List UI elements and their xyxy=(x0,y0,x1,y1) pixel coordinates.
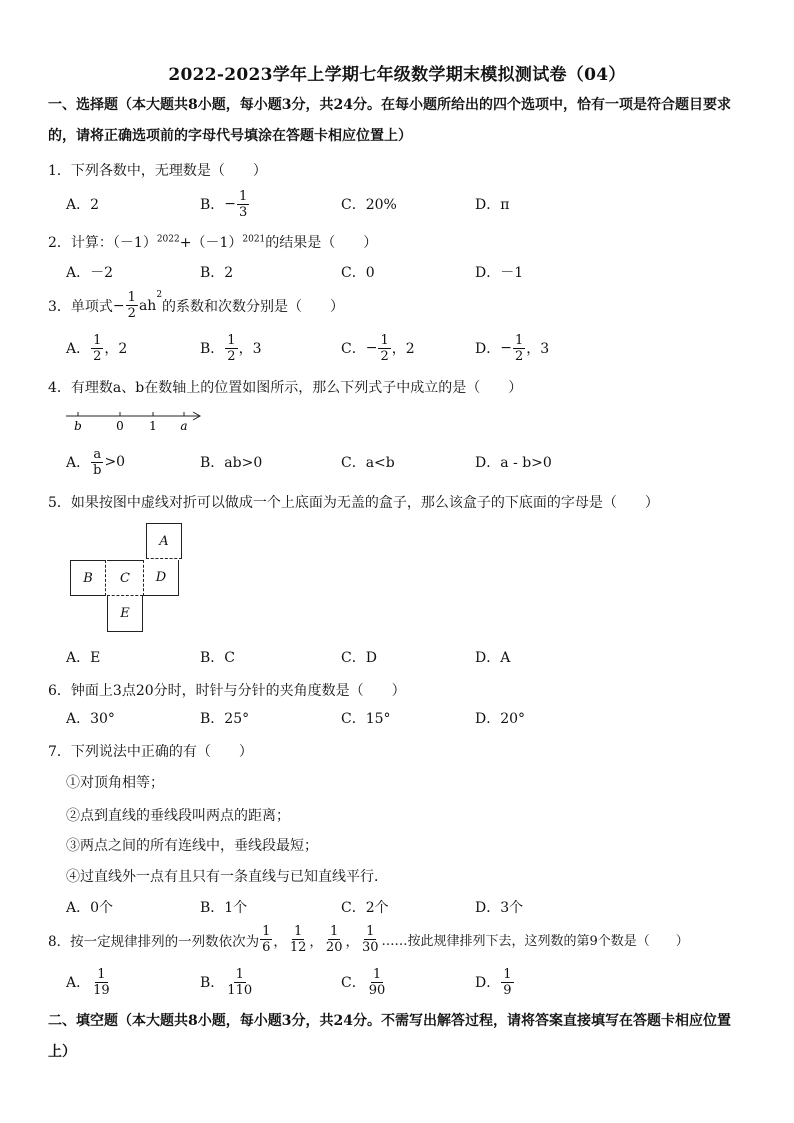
fraction-denominator: 110 xyxy=(227,982,253,998)
q3-sign: − xyxy=(112,297,125,314)
q8-option-a xyxy=(66,964,113,1000)
option-sign: − xyxy=(365,340,378,356)
section-1-heading xyxy=(48,90,748,152)
q2-option-c: C．0 xyxy=(341,265,375,281)
box-net-diagram xyxy=(70,523,185,633)
q2-option-b: B．2 xyxy=(200,265,234,281)
fraction-numerator: a xyxy=(93,446,102,462)
option-rest: ，2 xyxy=(104,341,128,357)
q2-exponent-2: 2021 xyxy=(242,234,266,245)
face-a: A xyxy=(146,523,182,559)
q6-option-c: C．15° xyxy=(341,711,391,727)
fraction-denominator: 20 xyxy=(325,940,343,955)
q7-statement-4: ④过直线外一点有且只有一条直线与已知直线平行． xyxy=(66,869,388,885)
question-1-options xyxy=(66,186,626,222)
q4-option-d: D．a - b>0 xyxy=(475,455,552,471)
option-fraction xyxy=(91,447,103,478)
fraction-denominator: 2 xyxy=(380,348,389,364)
face-c: C xyxy=(107,560,143,596)
q3-option-a xyxy=(66,330,127,366)
q1-option-b-label: B． xyxy=(200,197,225,213)
fraction-numerator: 1 xyxy=(294,924,303,939)
option-fraction xyxy=(225,967,254,998)
option-fraction xyxy=(378,333,390,364)
fraction-denominator: b xyxy=(93,462,102,478)
option-label: B． xyxy=(200,975,225,991)
fraction-numerator: 1 xyxy=(503,966,512,982)
question-2-options xyxy=(66,254,626,290)
axis-label-0: 0 xyxy=(116,419,124,433)
fraction-numerator: 1 xyxy=(127,290,136,305)
fraction-denominator: 2 xyxy=(93,348,102,364)
option-label: A． xyxy=(66,341,91,357)
q7-statement-1: ①对顶角相等； xyxy=(66,775,164,791)
q3-coefficient-fraction xyxy=(126,290,138,321)
q1-option-d: D．π xyxy=(475,197,510,213)
q8-term-4 xyxy=(360,924,381,955)
q6-option-b: B．25° xyxy=(200,711,250,727)
q4-option-b: B．ab>0 xyxy=(200,455,263,471)
section-2-line-2: 上） xyxy=(48,1044,76,1060)
question-4-options xyxy=(66,444,626,480)
option-label: A． xyxy=(66,975,91,991)
option-fraction xyxy=(91,333,103,364)
fraction-numerator: 1 xyxy=(93,332,102,348)
q7-option-c: C．2个 xyxy=(341,900,389,916)
q2-exponent-1: 2022 xyxy=(156,234,180,245)
q1-option-c: C．20% xyxy=(341,197,397,213)
option-label: A． xyxy=(66,455,91,471)
option-rest: >0 xyxy=(104,454,126,470)
fraction-numerator: 1 xyxy=(239,188,248,204)
fraction-denominator: 9 xyxy=(503,982,512,998)
question-7-options xyxy=(66,889,626,925)
q5-option-c: C．D xyxy=(341,650,377,666)
fraction-denominator: 2 xyxy=(127,306,136,321)
q2-stem-post: 的结果是（ ） xyxy=(265,235,378,251)
fraction-denominator: 2 xyxy=(227,348,236,364)
question-4-stem: 4．有理数a、b在数轴上的位置如图所示，那么下列式子中成立的是（ ） xyxy=(48,380,523,396)
q8-stem-pre: 8．按一定规律排列的一列数依次为 xyxy=(48,933,260,950)
q5-option-b: B．C xyxy=(200,650,235,666)
q4-option-a xyxy=(66,444,125,480)
face-d: D xyxy=(143,560,179,596)
axis-label-1: 1 xyxy=(149,419,157,433)
face-e: E xyxy=(107,596,143,632)
separator: ， xyxy=(345,933,359,950)
q8-stem-post: ……按此规律排列下去，这列数的第9个数是（ ） xyxy=(381,934,689,949)
q5-option-a: A．E xyxy=(66,650,101,666)
option-fraction xyxy=(91,967,112,998)
q3-stem-pre: 3．单项式 xyxy=(48,298,113,315)
q8-term-1 xyxy=(260,924,272,955)
question-8-options xyxy=(66,964,626,1004)
q1-option-b xyxy=(200,186,250,222)
fraction-numerator: 1 xyxy=(372,966,382,982)
q8-term-2 xyxy=(288,924,309,955)
axis-label-a: a xyxy=(180,419,188,433)
q4-option-c: C．a<b xyxy=(341,455,395,471)
option-label: B． xyxy=(200,341,225,357)
face-b: B xyxy=(70,560,106,596)
fraction-denominator: 6 xyxy=(262,940,271,955)
question-6-stem: 6．钟面上3点20分时，时针与分针的夹角度数是（ ） xyxy=(48,683,406,699)
option-label: D． xyxy=(475,341,501,357)
q7-statement-3: ③两点之间的所有连线中，垂线段最短； xyxy=(66,838,318,854)
fraction-numerator: 1 xyxy=(380,332,389,348)
q8-term-3 xyxy=(324,924,345,955)
question-2-stem xyxy=(48,232,377,252)
option-fraction xyxy=(501,967,513,998)
fraction-denominator: 19 xyxy=(93,982,110,998)
section-1-line-1: 一、选择题（本大题共8小题，每小题3分，共24分。在每小题所给出的四个选项中，恰有一项是符合题目要求 xyxy=(48,97,731,113)
q3-exponent: 2 xyxy=(156,290,163,300)
q8-option-b xyxy=(200,964,255,1000)
fraction-denominator: 90 xyxy=(368,982,386,998)
option-sign: − xyxy=(500,340,512,356)
option-label: C． xyxy=(341,975,366,991)
option-fraction xyxy=(367,967,388,998)
question-5-options xyxy=(66,639,626,675)
q7-option-d: D．3个 xyxy=(475,900,524,916)
question-7-stem: 7．下列说法中正确的有（ ） xyxy=(48,744,253,760)
q8-option-c xyxy=(341,964,388,1000)
q1-option-a: A．2 xyxy=(66,197,100,213)
fraction-numerator: 1 xyxy=(235,966,244,982)
fraction-numerator: 1 xyxy=(514,332,524,348)
question-6-options xyxy=(66,700,626,736)
axis-label-b: b xyxy=(74,419,82,433)
q3-option-d xyxy=(475,330,549,366)
question-1-stem: 1．下列各数中，无理数是（ ） xyxy=(48,163,267,179)
q1-option-b-sign: − xyxy=(224,196,237,212)
fraction-numerator: 1 xyxy=(227,332,236,348)
fraction-denominator: 30 xyxy=(361,940,379,955)
q3-option-b xyxy=(200,330,262,366)
q3-option-c xyxy=(341,330,415,366)
section-1-line-2: 的，请将正确选项前的字母代号填涂在答题卡相应位置上） xyxy=(48,128,412,144)
question-5-stem: 5．如果按图中虚线对折可以做成一个上底面为无盖的盒子，那么该盒子的下底面的字母是（ ） xyxy=(48,495,659,511)
question-8-stem xyxy=(48,924,689,955)
q2-stem-pre: 2．计算：（－1） xyxy=(48,235,157,251)
q2-stem-mid: +（－1） xyxy=(179,235,243,251)
separator: ， xyxy=(309,933,323,950)
q6-option-d: D．20° xyxy=(475,711,526,727)
q7-statement-2: ②点到直线的垂线段叫两点的距离； xyxy=(66,808,290,824)
q3-variables: ah xyxy=(138,297,157,314)
option-label: C． xyxy=(341,341,366,357)
fraction-denominator: 2 xyxy=(514,348,524,364)
option-rest: ，3 xyxy=(526,341,550,357)
q2-option-d: D．－1 xyxy=(475,265,524,281)
q2-option-a: A．－2 xyxy=(66,265,114,281)
q6-option-a: A．30° xyxy=(66,711,115,727)
option-rest: ，3 xyxy=(238,341,262,357)
option-fraction xyxy=(513,333,525,364)
separator: ， xyxy=(273,933,287,950)
q3-stem-post: 的系数和次数分别是（ ） xyxy=(162,298,345,315)
q7-option-a: A．0个 xyxy=(66,900,114,916)
exam-title: 2022-2023学年上学期七年级数学期末模拟测试卷（04） xyxy=(168,65,626,85)
option-rest: ，2 xyxy=(391,341,415,357)
fraction-numerator: 1 xyxy=(262,924,271,939)
option-label: D． xyxy=(475,975,501,991)
q8-option-d xyxy=(475,964,515,1000)
q1-option-b-fraction xyxy=(237,189,249,220)
q5-option-d: D．A xyxy=(475,650,511,666)
q7-option-b: B．1个 xyxy=(200,900,248,916)
option-fraction xyxy=(225,333,237,364)
number-line xyxy=(62,404,212,436)
section-2-line-1: 二、填空题（本大题共8小题，每小题3分，共24分。不需写出解答过程，请将答案直接填写在答题卡相应位置 xyxy=(48,1013,731,1029)
question-3-options xyxy=(66,330,626,366)
question-3-stem xyxy=(48,290,344,321)
section-2-heading xyxy=(48,1006,748,1068)
fraction-numerator: 1 xyxy=(97,966,106,982)
fraction-numerator: 1 xyxy=(366,924,375,939)
fraction-denominator: 12 xyxy=(289,940,307,955)
fraction-numerator: 1 xyxy=(330,924,339,939)
fraction-denominator: 3 xyxy=(239,204,248,220)
